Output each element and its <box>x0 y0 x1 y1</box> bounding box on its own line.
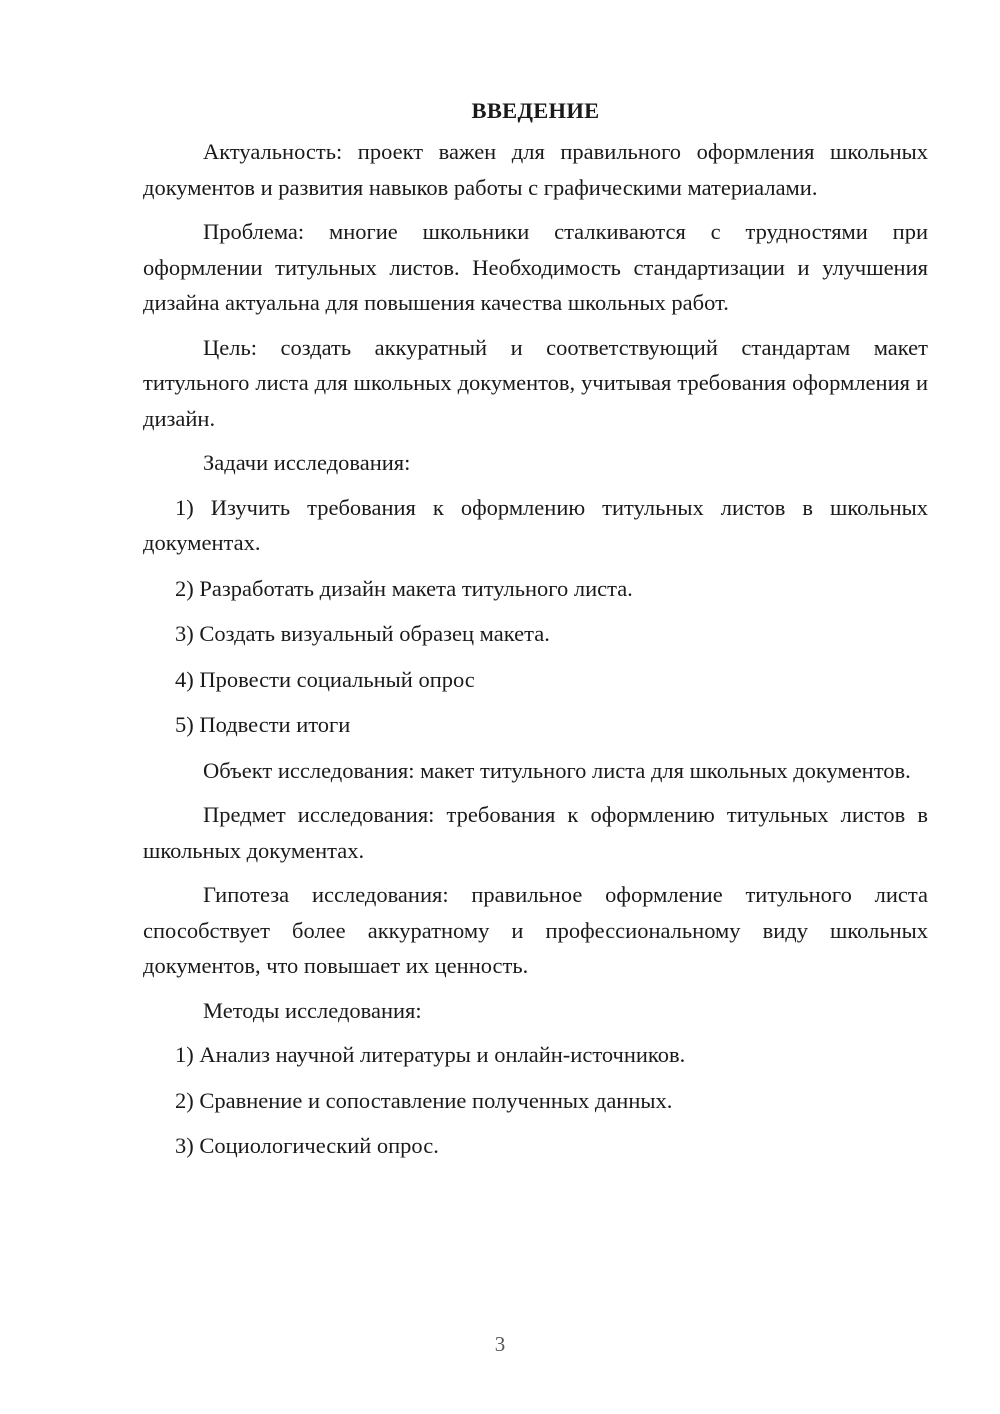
subject-paragraph: Предмет исследования: требования к оформлению титульных листов в школьных документах. <box>143 802 928 863</box>
tasks-heading: Задачи исследования: <box>203 450 411 475</box>
document-page <box>143 96 928 1174</box>
task-item: 3) Создать визуальный образец макета. <box>175 621 550 646</box>
task-item: 1) Изучить требования к оформлению титульных листов в школьных документах. <box>143 494 928 555</box>
page-number: 3 <box>494 1332 506 1356</box>
method-item: 3) Социологический опрос. <box>175 1133 439 1158</box>
task-item: 5) Подвести итоги <box>175 712 351 737</box>
method-item: 1) Анализ научной литературы и онлайн-источников. <box>175 1042 686 1067</box>
hypothesis-paragraph: Гипотеза исследования: правильное оформление титульного листа способствует более аккуратному и профессиональному виду школьных документов, что повышает их ценность. <box>143 882 928 978</box>
goal-paragraph: Цель: создать аккуратный и соответствующий стандартам макет титульного листа для школьных документов, учитывая требования оформления и дизайн. <box>143 334 928 431</box>
problem-paragraph: Проблема: многие школьники сталкиваются с трудностями при оформлении титульных листов. Необходимость стандартизации и улучшения дизайна актуальна для повышения качества школьных работ. <box>143 219 928 315</box>
relevance-paragraph: Актуальность: проект важен для правильного оформления школьных документов и развития навыков работы с графическими материалами. <box>143 139 928 200</box>
task-item: 2) Разработать дизайн макета титульного листа. <box>175 575 633 601</box>
object-paragraph: Объект исследования: макет титульного листа для школьных документов. <box>203 757 911 783</box>
methods-heading: Методы исследования: <box>203 997 422 1023</box>
section-title: ВВЕДЕНИЕ <box>471 98 600 123</box>
method-item: 2) Сравнение и сопоставление полученных данных. <box>175 1087 673 1113</box>
task-item: 4) Провести социальный опрос <box>175 666 475 692</box>
